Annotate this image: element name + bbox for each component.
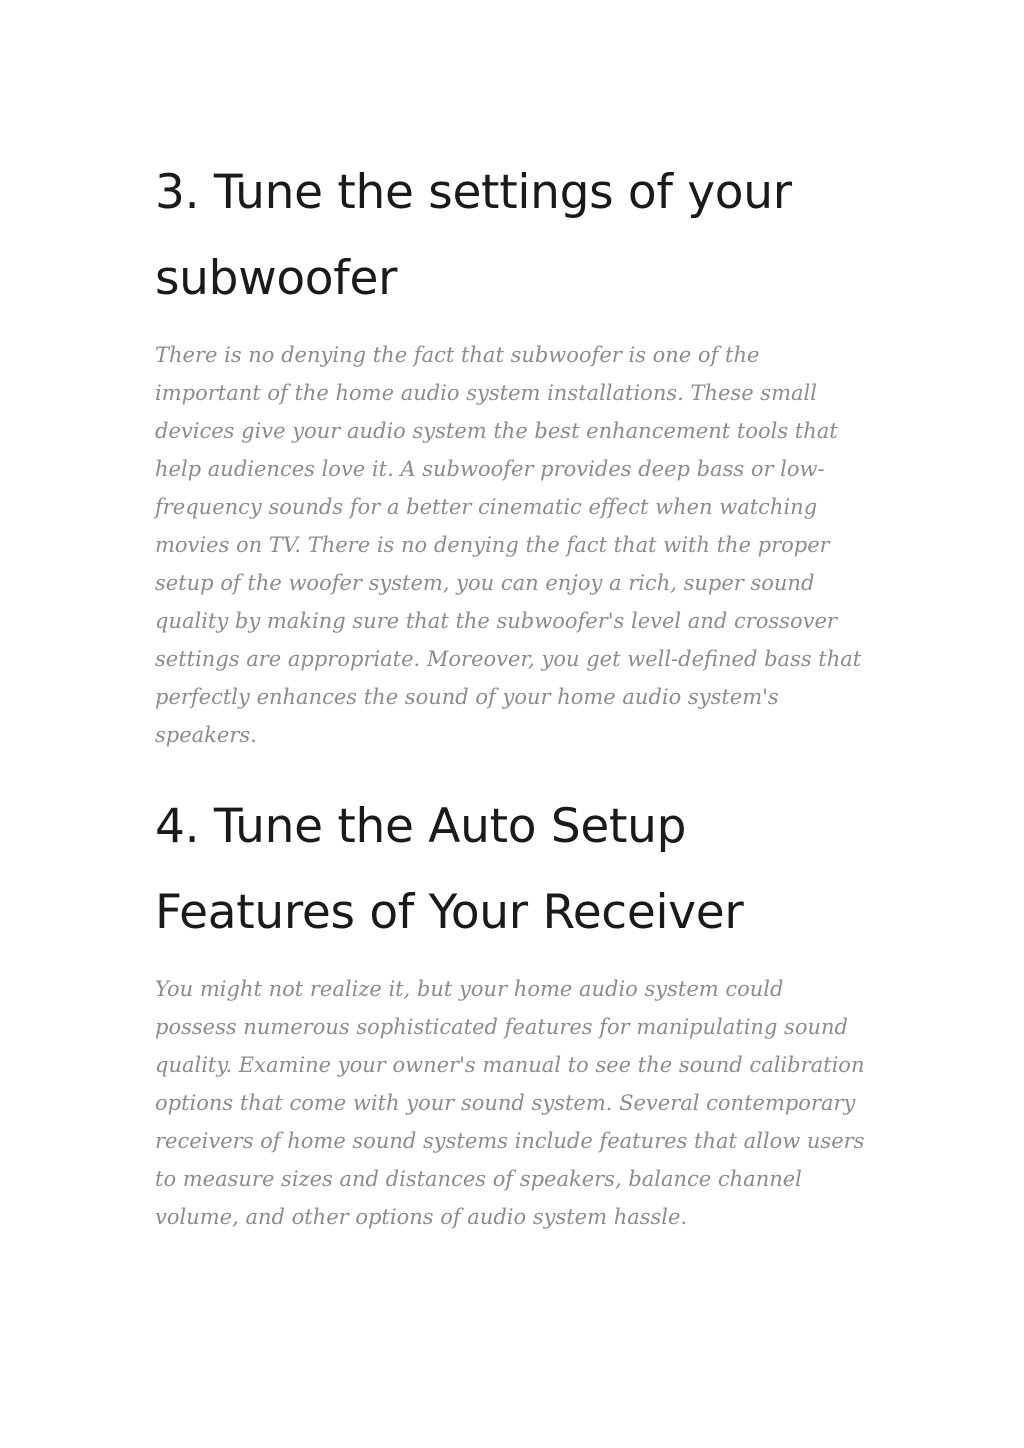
section-subwoofer: [155, 150, 865, 754]
section-heading: 3. Tune the settings of your subwoofer: [155, 165, 792, 306]
section-auto-setup: [155, 784, 865, 1236]
section-paragraph: There is no denying the fact that subwoofer is one of the important of the home audio system installations. These small devices give your audio system the best enhancement tools that help audiences love it. A subwoofer provides deep bass or low-frequency sounds for a better cinematic effect when watching movies on TV. There is no denying the fact that with the proper setup of the woofer system, you can enjoy a rich, super sound quality by making sure that the subwoofer's level and crossover settings are appropriate. Moreover, you get well-defined bass that perfectly enhances the sound of your home audio system's speakers.: [155, 343, 862, 747]
section-paragraph: You might not realize it, but your home audio system could possess numerous sophisticated features for manipulating sound quality. Examine your owner's manual to see the sound calibration options that come with your sound system. Several contemporary receivers of home sound systems include features that allow users to measure sizes and distances of speakers, balance channel volume, and other options of audio system hassle.: [155, 977, 865, 1229]
article-content: [155, 150, 865, 1236]
section-heading: 4. Tune the Auto Setup Features of Your Receiver: [155, 799, 744, 940]
